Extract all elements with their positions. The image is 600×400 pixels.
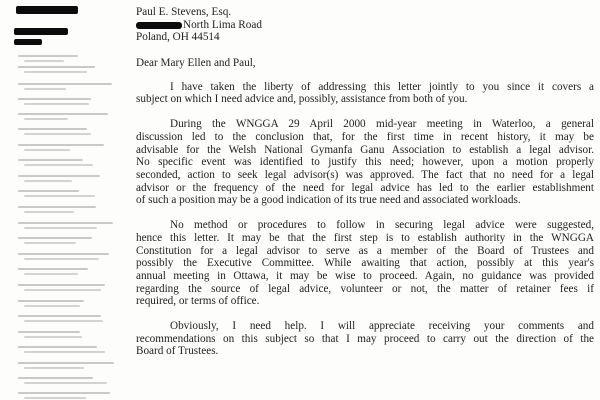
- sidebar-officer-entry: [18, 82, 122, 90]
- sidebar-officer-entry: [18, 97, 122, 105]
- paragraph-line: Board of Trustees.: [136, 345, 219, 358]
- sidebar-officer-entry: [18, 143, 122, 151]
- paragraph-line: Constitution for a legal advisor to serve as a member of the Board of Trustees and: [136, 244, 594, 257]
- sidebar-officer-entry: [18, 299, 122, 307]
- letter-body: [136, 6, 594, 358]
- sidebar-officer-entry: [18, 189, 122, 197]
- paragraph-4: [136, 320, 594, 358]
- sidebar-officer-entry: [18, 391, 122, 399]
- sidebar-officer-entry: [18, 65, 122, 73]
- street-number-redaction: [136, 22, 182, 29]
- sidebar-officer-entry: [18, 127, 122, 135]
- sidebar-officer-entry: [18, 330, 122, 338]
- sidebar-officer-entry: [18, 252, 122, 260]
- sidebar-officer-entry: [18, 205, 122, 213]
- paragraph-line: regarding the source of legal advice, volunteer or not, the matter of retainer fees if: [136, 282, 594, 295]
- sidebar-officer-entry: [18, 376, 122, 384]
- paragraph-line: I have taken the liberty of addressing this letter jointly to you since it covers a: [170, 80, 594, 93]
- sidebar-officer-entry: [18, 54, 122, 62]
- paragraph-line: No method or procedures to follow in securing legal advice were suggested,: [170, 219, 594, 232]
- paragraph-2: [136, 118, 594, 207]
- paragraph-line: required, or terms of office.: [136, 295, 260, 308]
- recipient-street: [136, 19, 594, 32]
- sidebar-officer-entry: [18, 267, 122, 275]
- paragraph-line: advisor or the frequency of the need for legal advice has led to the earlier establishment: [136, 181, 594, 194]
- recipient-city: [136, 31, 594, 44]
- sidebar-officer-entry: [18, 221, 122, 229]
- paragraph-line: hence this letter. It may be that the first step is to establish authority in the WNGGA: [136, 231, 594, 244]
- paragraph-line: of such a position may be a good indication of its true need and associated workloads.: [136, 194, 521, 207]
- sidebar-officer-entry: [18, 236, 122, 244]
- sidebar-officer-entry: [18, 158, 122, 166]
- paragraph-line: subject on which I need advice and, possibly, assistance from both of you.: [136, 93, 468, 106]
- paragraph-line: possibly the Executive Committee. While awaiting that action, possibly at this year's: [136, 257, 594, 270]
- paragraph-line: annual meeting in Ottawa, it may be wise to proceed. Again, no guidance was provided: [136, 269, 594, 282]
- paragraph-line: No specific event was identified to justify this need; however, upon a motion properly: [136, 156, 594, 169]
- paragraph-line: seconded, action to seek legal advisor(s) was approved. The fact that no need for a legal: [136, 168, 594, 181]
- recipient-name: [136, 6, 594, 19]
- sidebar-officer-entry: [18, 314, 122, 322]
- paragraph-line: recommendations on this subject so that I may proceed to carry out the direction of the: [136, 332, 594, 345]
- sidebar-officer-entry: [18, 345, 122, 353]
- paragraph-line: Obviously, I need help. I will appreciate receiving your comments and: [170, 320, 594, 333]
- recipient-city-text: Poland, OH 44514: [136, 31, 220, 44]
- paragraph-line: discussion led to the conclusion that, for the first time in recent history, it may be: [136, 130, 594, 143]
- recipient-name-text: Paul E. Stevens, Esq.: [136, 6, 232, 18]
- letter-paragraphs: [136, 81, 594, 358]
- recipient-street-text: North Lima Road: [183, 18, 262, 31]
- salutation: Dear Mary Ellen and Paul,: [136, 57, 256, 70]
- letterhead-sidebar: [14, 2, 122, 400]
- paragraph-1: [136, 81, 594, 106]
- sidebar-officer-entry: [18, 112, 122, 120]
- paragraph-line: During the WNGGA 29 April 2000 mid-year meeting in Waterloo, a general: [170, 118, 594, 131]
- sidebar-officer-entry: [18, 361, 122, 369]
- sidebar-redaction-top: [16, 6, 78, 14]
- sidebar-redaction-bottom: [14, 39, 42, 45]
- paragraph-line: advisable for the Welsh National Gymanfa Ganu Association to establish a legal advisor.: [136, 143, 594, 156]
- paragraph-3: [136, 219, 594, 308]
- sidebar-redaction-middle: [14, 28, 68, 35]
- sidebar-officer-entry: [18, 283, 122, 291]
- sidebar-officer-entry: [18, 174, 122, 182]
